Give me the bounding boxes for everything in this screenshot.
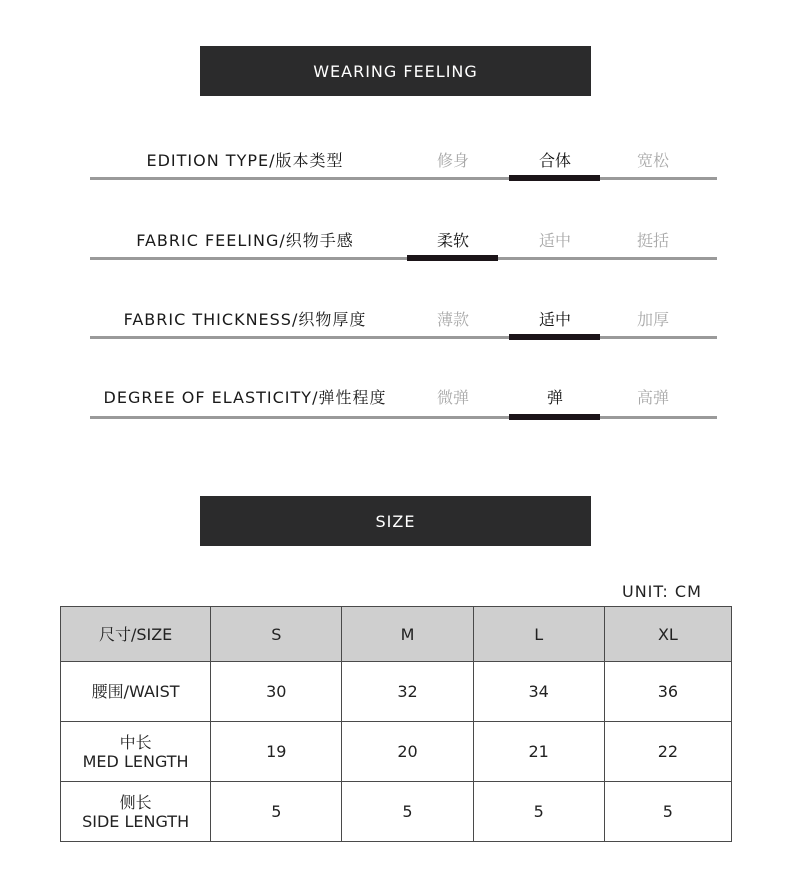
feel-option: 挺括	[636, 231, 669, 250]
row-label: 腰围/WAIST	[91, 682, 180, 701]
header-cell: L	[473, 607, 604, 662]
feel-option: 适中	[538, 231, 571, 250]
row-label-cell	[61, 722, 211, 782]
wearing-feeling-banner	[200, 46, 591, 96]
feel-option-selected: 适中	[538, 310, 571, 329]
table-cell: 5	[342, 782, 473, 842]
table-row	[61, 782, 732, 842]
row-label-en: SIDE LENGTH	[82, 811, 190, 831]
feel-row-label: FABRIC THICKNESS/织物厚度	[123, 310, 367, 329]
size-table-header-row	[61, 607, 732, 662]
table-cell: 5	[211, 782, 342, 842]
feel-row-label: FABRIC FEELING/织物手感	[136, 231, 354, 250]
table-cell: 34	[473, 662, 604, 722]
row-label-cn: 侧长	[119, 792, 152, 812]
feel-option: 加厚	[636, 310, 669, 329]
table-cell: 5	[473, 782, 604, 842]
feel-track-line	[90, 177, 717, 180]
table-cell: 32	[342, 662, 473, 722]
feel-track-line	[90, 336, 717, 339]
size-table	[60, 606, 732, 842]
feel-track-line	[90, 416, 717, 419]
table-cell: 5	[604, 782, 731, 842]
wearing-feeling-title: WEARING FEELING	[313, 61, 478, 81]
feel-selected-marker	[509, 414, 600, 420]
header-cell: 尺寸/SIZE	[61, 607, 211, 662]
table-row	[61, 722, 732, 782]
header-cell: M	[342, 607, 473, 662]
feel-row-label: EDITION TYPE/版本类型	[146, 151, 344, 170]
header-cell: S	[211, 607, 342, 662]
feel-option: 高弹	[636, 388, 669, 407]
row-label-cn: 中长	[119, 732, 152, 752]
size-title: SIZE	[375, 511, 416, 531]
feel-selected-marker	[509, 175, 600, 181]
row-label-cell	[61, 662, 211, 722]
header-cell: XL	[604, 607, 731, 662]
feel-row-edition-type	[0, 140, 790, 200]
table-cell: 30	[211, 662, 342, 722]
feel-row-fabric-thickness	[0, 299, 790, 359]
feel-option-selected: 弹	[546, 388, 563, 407]
table-cell: 22	[604, 722, 731, 782]
feel-row-fabric-feeling	[0, 220, 790, 280]
table-cell: 20	[342, 722, 473, 782]
table-cell: 36	[604, 662, 731, 722]
table-row	[61, 662, 732, 722]
feel-option: 薄款	[436, 310, 469, 329]
table-cell: 19	[211, 722, 342, 782]
feel-option: 微弹	[436, 388, 469, 407]
size-banner	[200, 496, 591, 546]
feel-option-selected: 合体	[538, 151, 571, 170]
row-label-cell	[61, 782, 211, 842]
feel-row-elasticity	[0, 377, 790, 437]
unit-label: UNIT: CM	[622, 582, 702, 601]
row-label-en: MED LENGTH	[82, 751, 189, 771]
feel-option-selected: 柔软	[436, 231, 469, 250]
table-cell: 21	[473, 722, 604, 782]
feel-option: 宽松	[636, 151, 669, 170]
feel-selected-marker	[509, 334, 600, 340]
feel-row-label: DEGREE OF ELASTICITY/弹性程度	[103, 388, 387, 407]
feel-option: 修身	[436, 151, 469, 170]
feel-track-line	[90, 257, 717, 260]
feel-selected-marker	[407, 255, 498, 261]
